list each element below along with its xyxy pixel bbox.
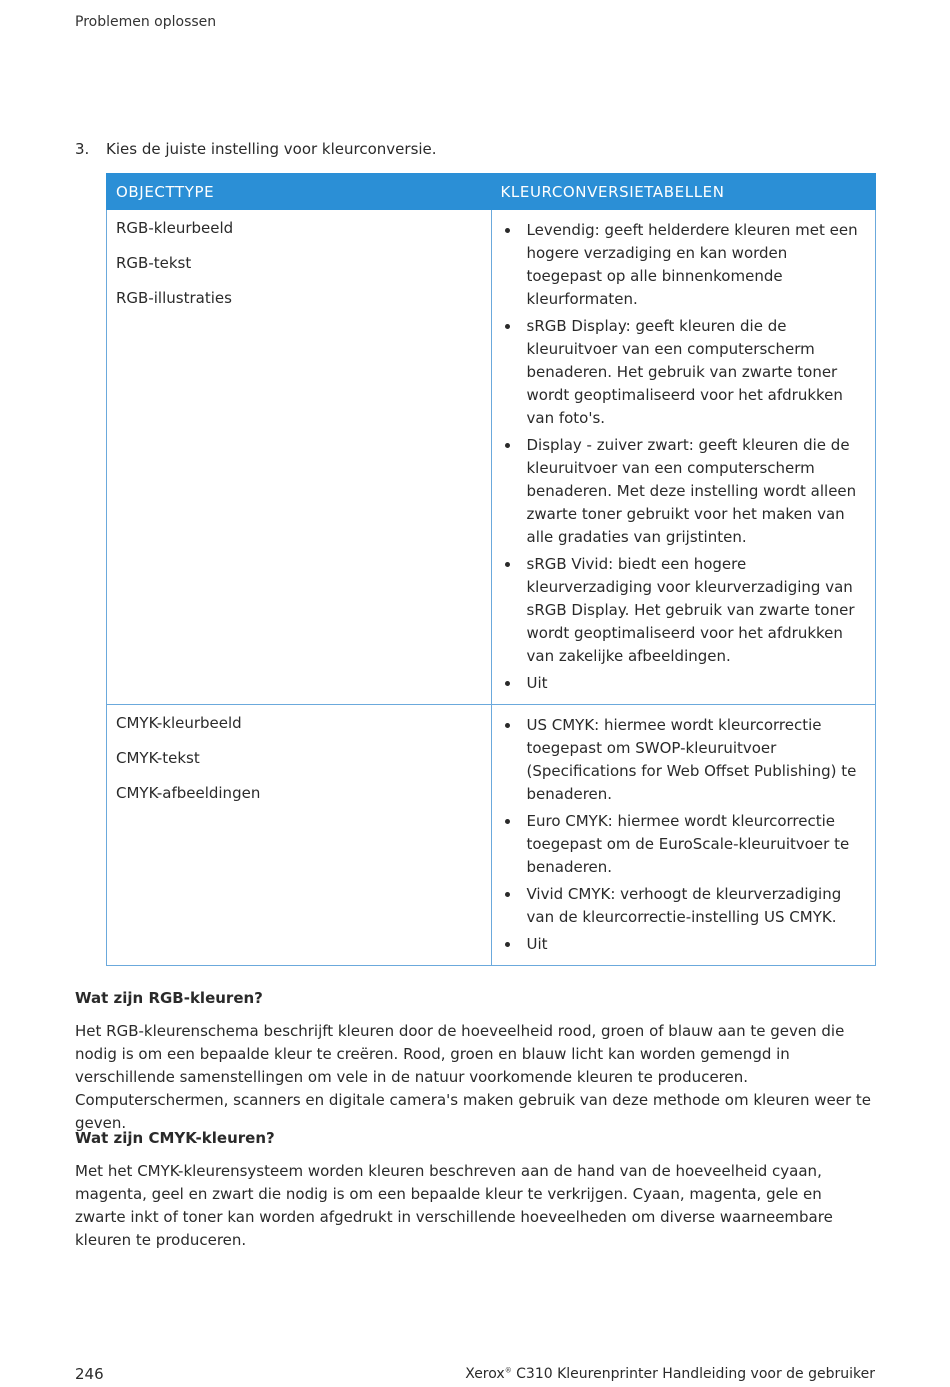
table-row-cmyk bbox=[107, 705, 876, 966]
cmyk-section bbox=[75, 1128, 875, 1252]
object-type: CMYK-tekst bbox=[116, 749, 200, 767]
object-types-cell bbox=[107, 705, 492, 966]
conversion-option: Uit bbox=[501, 672, 867, 695]
rgb-section bbox=[75, 988, 875, 1135]
step-text: Kies de juiste instelling voor kleurconversie. bbox=[106, 140, 437, 158]
table-header-row bbox=[107, 174, 876, 210]
trademark-symbol: ® bbox=[504, 1366, 512, 1375]
conversion-options-list bbox=[501, 714, 867, 956]
object-type: RGB-tekst bbox=[116, 254, 192, 272]
page-number: 246 bbox=[75, 1365, 104, 1383]
conversion-options-cell bbox=[491, 210, 876, 705]
conversion-option: sRGB Display: geeft kleuren die de kleuruitvoer van een computerscherm benaderen. Het gebruik van zwarte toner wordt geoptimaliseerd voor het afdrukken van foto's. bbox=[501, 315, 867, 430]
conversion-option: Display - zuiver zwart: geeft kleuren die de kleuruitvoer van een computerscherm benaderen. Met deze instelling wordt alleen zwarte toner gebruikt voor het maken van alle gradaties van grijstinten. bbox=[501, 434, 867, 549]
cmyk-body: Met het CMYK-kleurensysteem worden kleuren beschreven aan de hand van de hoeveelheid cyaan, magenta, geel en zwart die nodig is om een bepaalde kleur te verkrijgen. Cyaan, magenta, gele en zwarte inkt of toner kan worden afgedrukt in verschillende hoeveelheden om diverse waarneembare kleuren te produceren. bbox=[75, 1162, 833, 1249]
conversion-option: Levendig: geeft helderdere kleuren met een hogere verzadiging en kan worden toegepast op alle binnenkomende kleurformaten. bbox=[501, 219, 867, 311]
footer-document-title: C310 Kleurenprinter Handleiding voor de gebruiker bbox=[516, 1366, 875, 1382]
object-type: CMYK-kleurbeeld bbox=[116, 714, 242, 732]
conversion-options-cell bbox=[491, 705, 876, 966]
object-type: RGB-illustraties bbox=[116, 289, 232, 307]
table-row-rgb bbox=[107, 210, 876, 705]
conversion-option: sRGB Vivid: biedt een hogere kleurverzadiging voor kleurverzadiging van sRGB Display. Het gebruik van zwarte toner wordt geoptimaliseerd voor het afdrukken van zakelijke afbeeldingen. bbox=[501, 553, 867, 668]
color-conversion-table bbox=[106, 173, 876, 966]
header-object-type: OBJECTTYPE bbox=[107, 174, 492, 210]
object-type: CMYK-afbeeldingen bbox=[116, 784, 261, 802]
footer-brand: Xerox bbox=[465, 1366, 505, 1382]
rgb-heading: Wat zijn RGB-kleuren? bbox=[75, 989, 263, 1007]
step-number: 3. bbox=[75, 140, 90, 158]
cmyk-heading: Wat zijn CMYK-kleuren? bbox=[75, 1129, 275, 1147]
rgb-body: Het RGB-kleurenschema beschrijft kleuren door de hoeveelheid rood, groen of blauw aan te geven die nodig is om een bepaalde kleur te creëren. Rood, groen en blauw licht kan worden gemengd in verschillende samenstellingen om vele in de natuur voorkomende kleuren te produceren. Computerschermen, scanners en digitale camera's maken gebruik van deze methode om kleuren weer te geven. bbox=[75, 1022, 872, 1132]
object-type: RGB-kleurbeeld bbox=[116, 219, 234, 237]
conversion-option: US CMYK: hiermee wordt kleurcorrectie toegepast om SWOP-kleuruitvoer (Specifications for Web Offset Publishing) te benaderen. bbox=[501, 714, 867, 806]
footer-title bbox=[465, 1366, 875, 1382]
conversion-option: Uit bbox=[501, 933, 867, 956]
object-types-cell bbox=[107, 210, 492, 705]
running-header: Problemen oplossen bbox=[75, 14, 217, 30]
conversion-options-list bbox=[501, 219, 867, 695]
conversion-option: Euro CMYK: hiermee wordt kleurcorrectie toegepast om de EuroScale-kleuruitvoer te benaderen. bbox=[501, 810, 867, 879]
step-instruction bbox=[75, 140, 437, 158]
header-conversion-tables: KLEURCONVERSIETABELLEN bbox=[491, 174, 876, 210]
conversion-option: Vivid CMYK: verhoogt de kleurverzadiging van de kleurcorrectie-instelling US CMYK. bbox=[501, 883, 867, 929]
